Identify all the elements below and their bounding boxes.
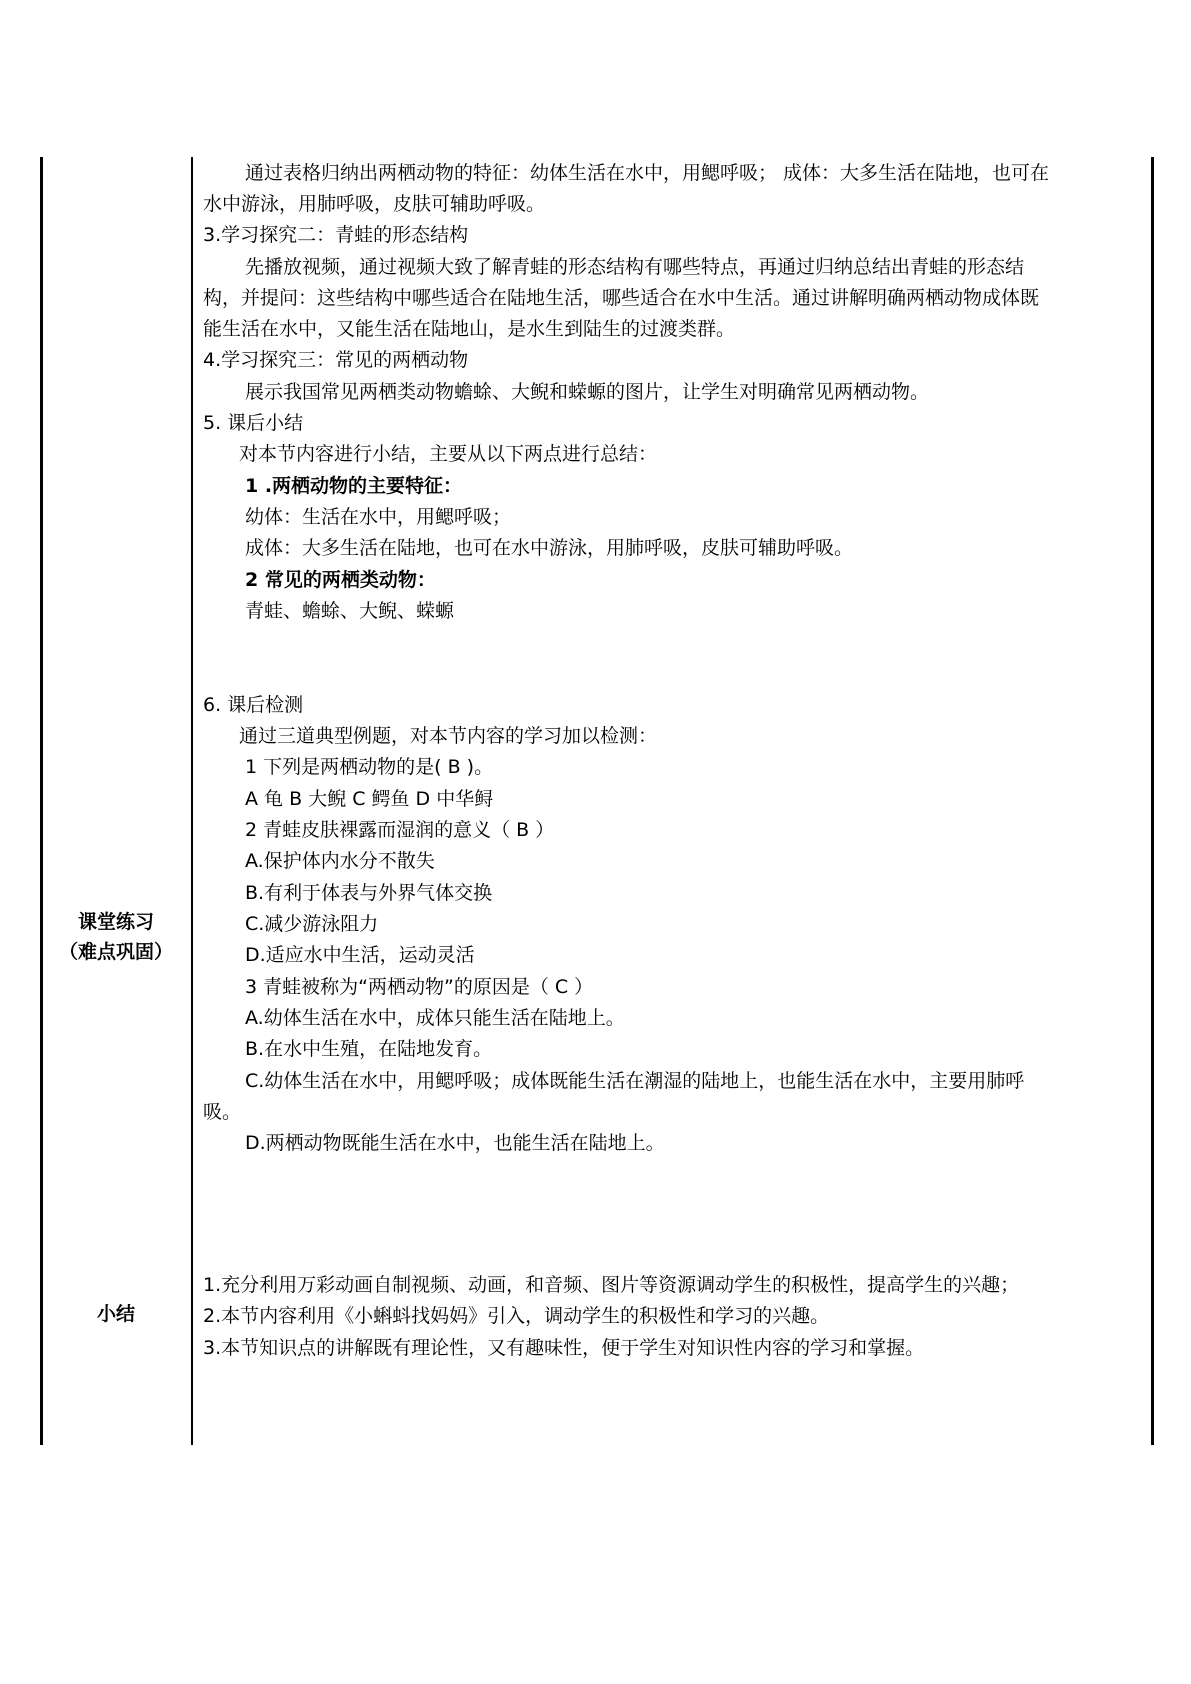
- summary-line: 2.本节内容利用《小蝌蚪找妈妈》引入，调动学生的积极性和学习的兴趣。: [203, 1305, 830, 1327]
- text-line: 构，并提问：这些结构中哪些适合在陆地生活，哪些适合在水中生活。通过讲解明确两栖动物成体既: [203, 287, 1040, 309]
- practice-label-subtitle: （难点巩固）: [58, 941, 173, 963]
- text-line: 5. 课后小结: [203, 412, 304, 434]
- summary-line: 1.充分利用万彩动画自制视频、动画，和音频、图片等资源调动学生的积极性，提高学生的兴趣；: [203, 1274, 1020, 1296]
- text-line: 对本节内容进行小结，主要从以下两点进行总结：: [239, 443, 658, 465]
- text-line: C.减少游泳阻力: [245, 913, 379, 935]
- text-line: 1 下列是两栖动物的是( B )。: [245, 756, 494, 778]
- text-line: 先播放视频，通过视频大致了解青蛙的形态结构有哪些特点，再通过归纳总结出青蛙的形态结: [245, 256, 1025, 278]
- text-line: 3 青蛙被称为“两栖动物”的原因是（ C ）: [245, 976, 594, 998]
- text-line: 展示我国常见两栖类动物蟾蜍、大鲵和蝾螈的图片，让学生对明确常见两栖动物。: [245, 381, 930, 403]
- text-line: 通过三道典型例题，对本节内容的学习加以检测：: [239, 725, 658, 747]
- table-right-border: [1151, 157, 1154, 1445]
- text-line: 2 青蛙皮肤裸露而湿润的意义（ B ）: [245, 819, 555, 841]
- text-line: 青蛙、蟾蜍、大鲵、蝾螈: [245, 600, 455, 622]
- text-line: 2 常见的两栖类动物：: [245, 569, 436, 591]
- text-line: 6. 课后检测: [203, 694, 304, 716]
- text-line: B.有利于体表与外界气体交换: [245, 882, 493, 904]
- practice-label-title: 课堂练习: [77, 911, 154, 933]
- text-line: 吸。: [203, 1101, 242, 1123]
- practice-label: [41, 907, 191, 967]
- text-line: 能生活在水中，又能生活在陆地山，是水生到陆生的过渡类群。: [203, 318, 736, 340]
- text-line: A.保护体内水分不散失: [245, 850, 435, 872]
- text-line: A 龟 B 大鲵 C 鳄鱼 D 中华鲟: [245, 788, 494, 810]
- text-line: 水中游泳，用肺呼吸，皮肤可辅助呼吸。: [203, 193, 546, 215]
- summary-label: 小结: [96, 1303, 135, 1325]
- text-line: 3.学习探究二：青蛙的形态结构: [203, 224, 469, 246]
- text-line: 4.学习探究三：常见的两栖动物: [203, 349, 469, 371]
- text-line: 通过表格归纳出两栖动物的特征：幼体生活在水中，用鳃呼吸； 成体：大多生活在陆地，也可在: [245, 162, 1050, 184]
- text-line: C.幼体生活在水中，用鳃呼吸；成体既能生活在潮湿的陆地上，也能生活在水中，主要用肺呼: [245, 1070, 1025, 1092]
- text-line: 幼体：生活在水中，用鳃呼吸；: [245, 506, 512, 528]
- text-line: A.幼体生活在水中，成体只能生活在陆地上。: [245, 1007, 625, 1029]
- table-left-border: [40, 157, 43, 1445]
- text-line: B.在水中生殖，在陆地发育。: [245, 1038, 493, 1060]
- text-line: D.适应水中生活，运动灵活: [245, 944, 475, 966]
- text-line: D.两栖动物既能生活在水中，也能生活在陆地上。: [245, 1132, 665, 1154]
- text-line: 成体：大多生活在陆地，也可在水中游泳，用肺呼吸，皮肤可辅助呼吸。: [245, 537, 854, 559]
- summary-line: 3.本节知识点的讲解既有理论性，又有趣味性，便于学生对知识性内容的学习和掌握。: [203, 1337, 925, 1359]
- table-column-divider: [191, 157, 193, 1445]
- text-line: 1 .两栖动物的主要特征：: [245, 475, 463, 497]
